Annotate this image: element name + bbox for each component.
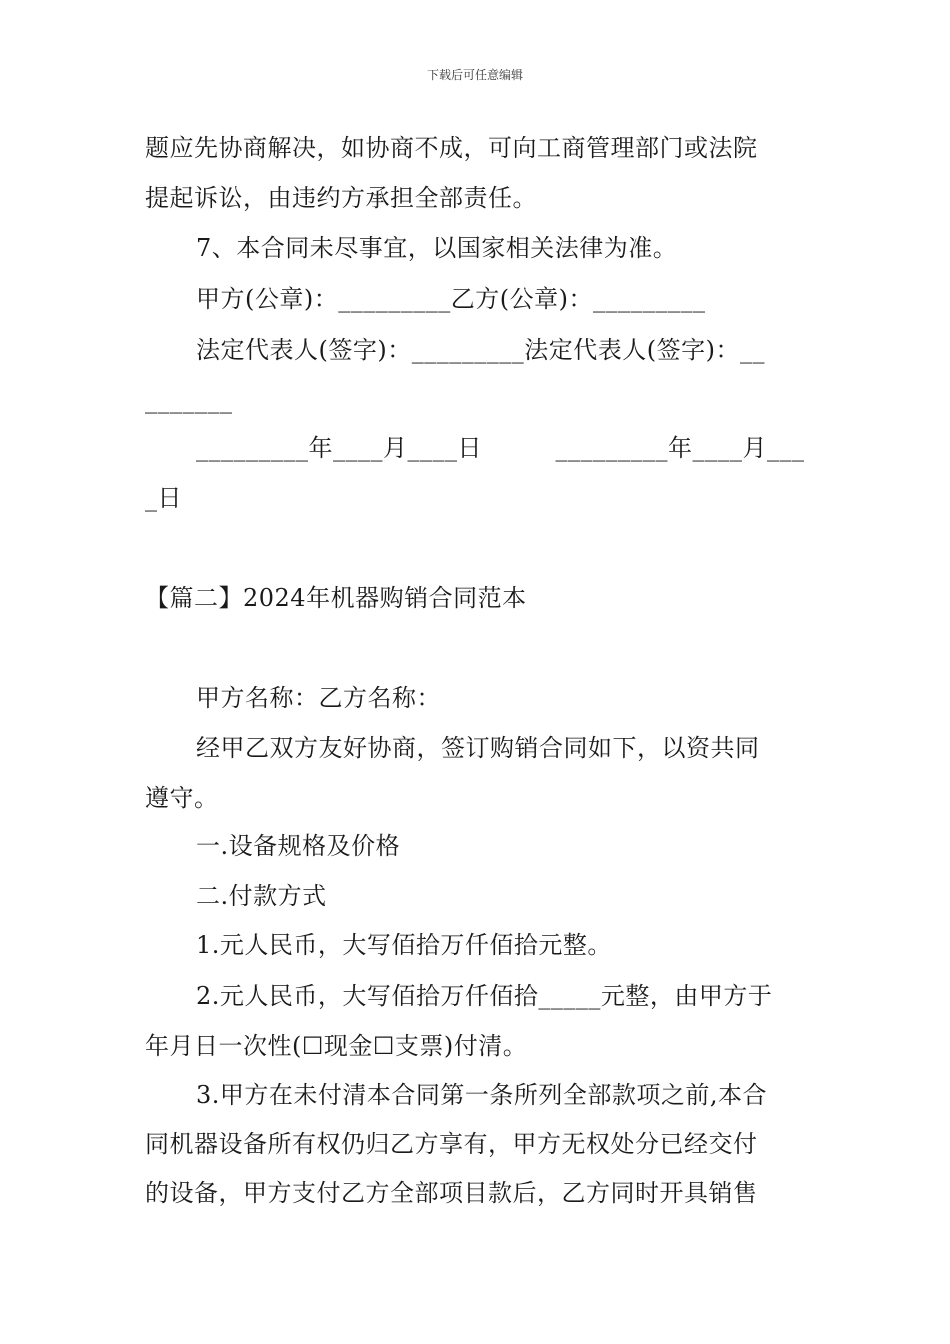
clause-item: 3.甲方在未付清本合同第一条所列全部款项之前,本合	[196, 1081, 768, 1109]
signature-line-representative: 法定代表人(签字)：_________法定代表人(签字)：__	[196, 336, 765, 364]
page-header: 下载后可任意编辑	[426, 68, 523, 82]
date-line-continuation: _日	[145, 484, 182, 512]
clause-item-continuation: 同机器设备所有权仍归乙方享有，甲方无权处分已经交付	[145, 1130, 758, 1158]
clause-item-continuation: 年月日一次性(☐现金☐支票)付清。	[145, 1032, 528, 1060]
party-names: 甲方名称：乙方名称：	[196, 684, 441, 712]
date-line: _________年____月____日 _________年____月___	[196, 434, 805, 462]
signature-line-seal: 甲方(公章)：_________乙方(公章)：_________	[196, 285, 706, 313]
body-line: 经甲乙双方友好协商，签订购销合同如下，以资共同	[196, 734, 760, 762]
clause-item: 1.元人民币，大写佰拾万仟佰拾元整。	[196, 931, 612, 959]
body-line: 遵守。	[145, 784, 219, 812]
clause-item-continuation: 的设备，甲方支付乙方全部项目款后，乙方同时开具销售	[145, 1179, 758, 1207]
body-line: 提起诉讼，由违约方承担全部责任。	[145, 184, 537, 212]
section-title: 【篇二】2024年机器购销合同范本	[145, 584, 527, 612]
clause-heading: 二.付款方式	[196, 882, 327, 910]
body-line: 题应先协商解决，如协商不成，可向工商管理部门或法院	[145, 134, 758, 162]
clause-item: 2.元人民币，大写佰拾万仟佰拾_____元整，由甲方于	[196, 982, 773, 1010]
signature-line-continuation: _______	[145, 386, 233, 414]
body-line: 7、本合同未尽事宜，以国家相关法律为准。	[196, 234, 678, 262]
clause-heading: 一.设备规格及价格	[196, 832, 401, 860]
